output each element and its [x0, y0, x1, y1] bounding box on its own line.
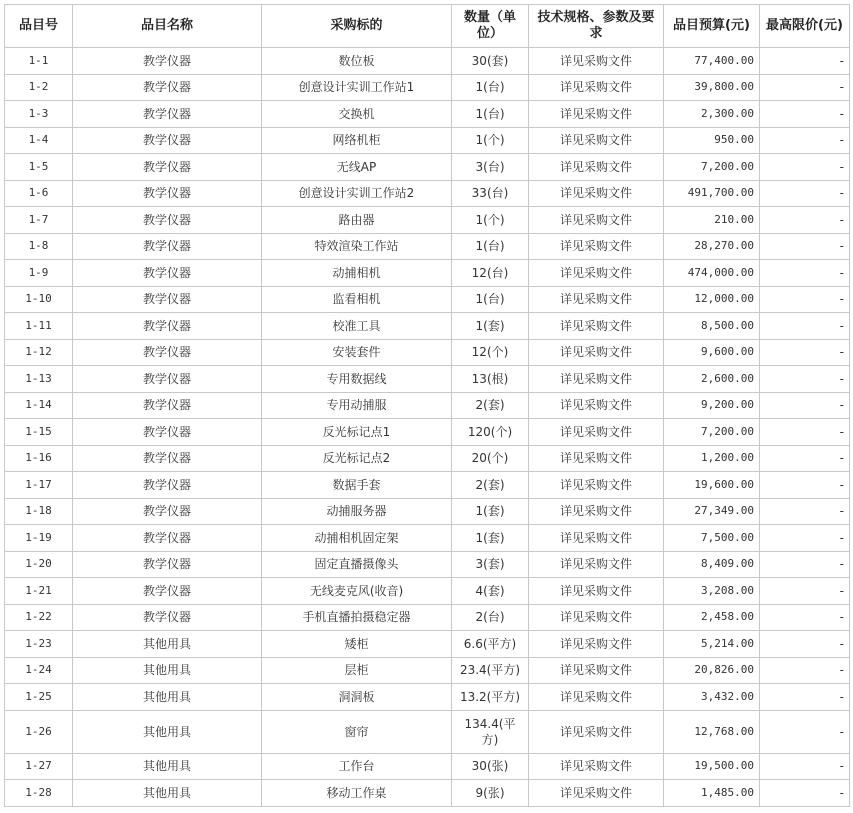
cell-quantity: 1(台)	[452, 101, 529, 128]
table-row	[5, 525, 850, 552]
cell-spec: 详见采购文件	[529, 551, 664, 578]
cell-spec: 详见采购文件	[529, 684, 664, 711]
cell-spec: 详见采购文件	[529, 101, 664, 128]
table-row	[5, 604, 850, 631]
cell-item-name: 教学仪器	[73, 286, 262, 313]
cell-subject: 网络机柜	[262, 127, 452, 154]
cell-quantity: 12(个)	[452, 339, 529, 366]
cell-spec: 详见采购文件	[529, 154, 664, 181]
cell-subject: 安装套件	[262, 339, 452, 366]
cell-item-no: 1-14	[5, 392, 73, 419]
header-spec: 技术规格、参数及要求	[529, 5, 664, 48]
table-row	[5, 313, 850, 340]
cell-item-no: 1-10	[5, 286, 73, 313]
cell-max-price: -	[760, 525, 850, 552]
cell-budget: 210.00	[664, 207, 760, 234]
cell-item-name: 教学仪器	[73, 48, 262, 75]
cell-budget: 2,600.00	[664, 366, 760, 393]
cell-budget: 19,600.00	[664, 472, 760, 499]
cell-item-no: 1-3	[5, 101, 73, 128]
cell-spec: 详见采购文件	[529, 286, 664, 313]
cell-budget: 491,700.00	[664, 180, 760, 207]
cell-max-price: -	[760, 366, 850, 393]
cell-budget: 28,270.00	[664, 233, 760, 260]
cell-spec: 详见采购文件	[529, 631, 664, 658]
cell-quantity: 1(套)	[452, 498, 529, 525]
cell-quantity: 2(套)	[452, 392, 529, 419]
cell-budget: 20,826.00	[664, 657, 760, 684]
cell-item-name: 教学仪器	[73, 154, 262, 181]
cell-spec: 详见采购文件	[529, 233, 664, 260]
cell-budget: 5,214.00	[664, 631, 760, 658]
cell-item-no: 1-20	[5, 551, 73, 578]
cell-max-price: -	[760, 684, 850, 711]
cell-item-no: 1-4	[5, 127, 73, 154]
header-max-price: 最高限价(元)	[760, 5, 850, 48]
cell-item-no: 1-24	[5, 657, 73, 684]
table-header	[5, 5, 850, 48]
cell-quantity: 1(台)	[452, 233, 529, 260]
cell-item-no: 1-25	[5, 684, 73, 711]
cell-spec: 详见采购文件	[529, 419, 664, 446]
table-row	[5, 472, 850, 499]
cell-max-price: -	[760, 392, 850, 419]
table-row	[5, 48, 850, 75]
cell-budget: 19,500.00	[664, 753, 760, 780]
table-row	[5, 419, 850, 446]
cell-spec: 详见采购文件	[529, 472, 664, 499]
cell-subject: 层柜	[262, 657, 452, 684]
cell-quantity: 4(套)	[452, 578, 529, 605]
cell-quantity: 6.6(平方)	[452, 631, 529, 658]
cell-item-no: 1-13	[5, 366, 73, 393]
cell-budget: 12,768.00	[664, 710, 760, 753]
cell-quantity: 3(台)	[452, 154, 529, 181]
cell-quantity: 33(台)	[452, 180, 529, 207]
cell-subject: 工作台	[262, 753, 452, 780]
cell-budget: 474,000.00	[664, 260, 760, 287]
cell-subject: 监看相机	[262, 286, 452, 313]
cell-subject: 洞洞板	[262, 684, 452, 711]
cell-spec: 详见采购文件	[529, 780, 664, 807]
cell-item-name: 其他用具	[73, 631, 262, 658]
cell-budget: 2,300.00	[664, 101, 760, 128]
cell-subject: 交换机	[262, 101, 452, 128]
cell-max-price: -	[760, 780, 850, 807]
cell-item-name: 教学仪器	[73, 127, 262, 154]
cell-max-price: -	[760, 313, 850, 340]
cell-spec: 详见采购文件	[529, 753, 664, 780]
cell-quantity: 23.4(平方)	[452, 657, 529, 684]
cell-spec: 详见采购文件	[529, 180, 664, 207]
cell-item-name: 教学仪器	[73, 419, 262, 446]
table-row	[5, 101, 850, 128]
cell-max-price: -	[760, 631, 850, 658]
cell-subject: 专用动捕服	[262, 392, 452, 419]
cell-max-price: -	[760, 753, 850, 780]
cell-subject: 反光标记点2	[262, 445, 452, 472]
cell-item-no: 1-27	[5, 753, 73, 780]
cell-item-name: 教学仪器	[73, 313, 262, 340]
cell-quantity: 1(套)	[452, 525, 529, 552]
cell-item-no: 1-18	[5, 498, 73, 525]
cell-spec: 详见采购文件	[529, 710, 664, 753]
cell-quantity: 13.2(平方)	[452, 684, 529, 711]
cell-item-no: 1-8	[5, 233, 73, 260]
cell-max-price: -	[760, 472, 850, 499]
table-row	[5, 445, 850, 472]
cell-item-name: 教学仪器	[73, 392, 262, 419]
cell-max-price: -	[760, 101, 850, 128]
table-row	[5, 286, 850, 313]
cell-quantity: 3(套)	[452, 551, 529, 578]
table-row	[5, 154, 850, 181]
cell-item-name: 其他用具	[73, 710, 262, 753]
cell-item-no: 1-12	[5, 339, 73, 366]
cell-budget: 2,458.00	[664, 604, 760, 631]
cell-spec: 详见采购文件	[529, 207, 664, 234]
cell-max-price: -	[760, 445, 850, 472]
cell-budget: 9,200.00	[664, 392, 760, 419]
cell-budget: 77,400.00	[664, 48, 760, 75]
cell-item-name: 教学仪器	[73, 339, 262, 366]
cell-max-price: -	[760, 48, 850, 75]
cell-budget: 12,000.00	[664, 286, 760, 313]
cell-item-name: 教学仪器	[73, 472, 262, 499]
cell-item-name: 教学仪器	[73, 233, 262, 260]
table-row	[5, 657, 850, 684]
header-item-name: 品目名称	[73, 5, 262, 48]
cell-quantity: 20(个)	[452, 445, 529, 472]
cell-item-no: 1-9	[5, 260, 73, 287]
cell-quantity: 134.4(平方)	[452, 710, 529, 753]
cell-item-no: 1-28	[5, 780, 73, 807]
cell-item-name: 教学仪器	[73, 207, 262, 234]
table-row	[5, 127, 850, 154]
cell-subject: 动捕服务器	[262, 498, 452, 525]
cell-item-no: 1-23	[5, 631, 73, 658]
cell-max-price: -	[760, 498, 850, 525]
cell-budget: 9,600.00	[664, 339, 760, 366]
cell-spec: 详见采购文件	[529, 525, 664, 552]
cell-max-price: -	[760, 339, 850, 366]
cell-spec: 详见采购文件	[529, 366, 664, 393]
cell-subject: 手机直播拍摄稳定器	[262, 604, 452, 631]
cell-spec: 详见采购文件	[529, 260, 664, 287]
cell-item-no: 1-16	[5, 445, 73, 472]
cell-subject: 无线麦克风(收音)	[262, 578, 452, 605]
table-row	[5, 631, 850, 658]
cell-subject: 数据手套	[262, 472, 452, 499]
table-row	[5, 366, 850, 393]
cell-quantity: 13(根)	[452, 366, 529, 393]
cell-spec: 详见采购文件	[529, 48, 664, 75]
cell-item-no: 1-7	[5, 207, 73, 234]
cell-quantity: 12(台)	[452, 260, 529, 287]
table-row	[5, 710, 850, 753]
cell-item-no: 1-5	[5, 154, 73, 181]
cell-max-price: -	[760, 419, 850, 446]
cell-subject: 校准工具	[262, 313, 452, 340]
cell-subject: 移动工作桌	[262, 780, 452, 807]
cell-spec: 详见采购文件	[529, 498, 664, 525]
table-row	[5, 74, 850, 101]
table-row	[5, 753, 850, 780]
table-row	[5, 578, 850, 605]
table-row	[5, 180, 850, 207]
cell-item-no: 1-26	[5, 710, 73, 753]
cell-budget: 7,500.00	[664, 525, 760, 552]
cell-subject: 动捕相机	[262, 260, 452, 287]
table-row	[5, 260, 850, 287]
cell-item-name: 教学仪器	[73, 180, 262, 207]
cell-spec: 详见采购文件	[529, 445, 664, 472]
table-row	[5, 207, 850, 234]
header-row	[5, 5, 850, 48]
table-row	[5, 339, 850, 366]
cell-subject: 动捕相机固定架	[262, 525, 452, 552]
cell-item-no: 1-21	[5, 578, 73, 605]
cell-max-price: -	[760, 154, 850, 181]
header-item-no: 品目号	[5, 5, 73, 48]
cell-max-price: -	[760, 578, 850, 605]
cell-subject: 路由器	[262, 207, 452, 234]
cell-quantity: 1(台)	[452, 74, 529, 101]
cell-quantity: 1(套)	[452, 313, 529, 340]
header-quantity: 数量（单位）	[452, 5, 529, 48]
cell-subject: 创意设计实训工作站2	[262, 180, 452, 207]
cell-item-no: 1-17	[5, 472, 73, 499]
cell-quantity: 1(个)	[452, 207, 529, 234]
cell-spec: 详见采购文件	[529, 604, 664, 631]
cell-max-price: -	[760, 260, 850, 287]
cell-budget: 39,800.00	[664, 74, 760, 101]
cell-item-no: 1-11	[5, 313, 73, 340]
table-row	[5, 684, 850, 711]
cell-max-price: -	[760, 207, 850, 234]
cell-budget: 7,200.00	[664, 154, 760, 181]
cell-max-price: -	[760, 551, 850, 578]
cell-max-price: -	[760, 657, 850, 684]
cell-item-no: 1-1	[5, 48, 73, 75]
cell-item-name: 教学仪器	[73, 525, 262, 552]
cell-subject: 窗帘	[262, 710, 452, 753]
table-row	[5, 392, 850, 419]
cell-item-name: 教学仪器	[73, 498, 262, 525]
table-row	[5, 780, 850, 807]
cell-item-name: 教学仪器	[73, 101, 262, 128]
cell-item-no: 1-2	[5, 74, 73, 101]
cell-max-price: -	[760, 127, 850, 154]
cell-quantity: 1(台)	[452, 286, 529, 313]
cell-spec: 详见采购文件	[529, 578, 664, 605]
cell-quantity: 120(个)	[452, 419, 529, 446]
cell-item-name: 教学仪器	[73, 366, 262, 393]
table-row	[5, 233, 850, 260]
cell-max-price: -	[760, 286, 850, 313]
table-row	[5, 551, 850, 578]
cell-item-name: 其他用具	[73, 780, 262, 807]
cell-max-price: -	[760, 180, 850, 207]
cell-item-name: 其他用具	[73, 684, 262, 711]
cell-subject: 固定直播摄像头	[262, 551, 452, 578]
cell-budget: 1,200.00	[664, 445, 760, 472]
header-subject: 采购标的	[262, 5, 452, 48]
cell-spec: 详见采购文件	[529, 657, 664, 684]
cell-budget: 27,349.00	[664, 498, 760, 525]
cell-budget: 3,432.00	[664, 684, 760, 711]
cell-subject: 无线AP	[262, 154, 452, 181]
header-budget: 品目预算(元)	[664, 5, 760, 48]
cell-max-price: -	[760, 74, 850, 101]
cell-subject: 创意设计实训工作站1	[262, 74, 452, 101]
cell-spec: 详见采购文件	[529, 313, 664, 340]
cell-item-name: 教学仪器	[73, 260, 262, 287]
cell-max-price: -	[760, 710, 850, 753]
cell-quantity: 30(张)	[452, 753, 529, 780]
cell-quantity: 2(台)	[452, 604, 529, 631]
cell-item-no: 1-22	[5, 604, 73, 631]
cell-quantity: 9(张)	[452, 780, 529, 807]
cell-budget: 950.00	[664, 127, 760, 154]
cell-item-name: 教学仪器	[73, 604, 262, 631]
cell-item-no: 1-15	[5, 419, 73, 446]
cell-max-price: -	[760, 604, 850, 631]
cell-budget: 8,409.00	[664, 551, 760, 578]
cell-quantity: 1(个)	[452, 127, 529, 154]
cell-item-name: 教学仪器	[73, 578, 262, 605]
cell-spec: 详见采购文件	[529, 339, 664, 366]
cell-spec: 详见采购文件	[529, 127, 664, 154]
cell-budget: 8,500.00	[664, 313, 760, 340]
table-row	[5, 498, 850, 525]
cell-subject: 反光标记点1	[262, 419, 452, 446]
cell-item-name: 教学仪器	[73, 74, 262, 101]
cell-subject: 特效渲染工作站	[262, 233, 452, 260]
cell-quantity: 2(套)	[452, 472, 529, 499]
procurement-table	[4, 4, 850, 807]
cell-subject: 数位板	[262, 48, 452, 75]
cell-max-price: -	[760, 233, 850, 260]
cell-spec: 详见采购文件	[529, 392, 664, 419]
cell-subject: 矮柜	[262, 631, 452, 658]
cell-item-name: 教学仪器	[73, 445, 262, 472]
table-body	[5, 48, 850, 807]
cell-spec: 详见采购文件	[529, 74, 664, 101]
cell-item-name: 教学仪器	[73, 551, 262, 578]
cell-item-no: 1-6	[5, 180, 73, 207]
cell-budget: 3,208.00	[664, 578, 760, 605]
cell-quantity: 30(套)	[452, 48, 529, 75]
cell-subject: 专用数据线	[262, 366, 452, 393]
cell-budget: 7,200.00	[664, 419, 760, 446]
cell-item-no: 1-19	[5, 525, 73, 552]
cell-item-name: 其他用具	[73, 657, 262, 684]
cell-item-name: 其他用具	[73, 753, 262, 780]
cell-budget: 1,485.00	[664, 780, 760, 807]
